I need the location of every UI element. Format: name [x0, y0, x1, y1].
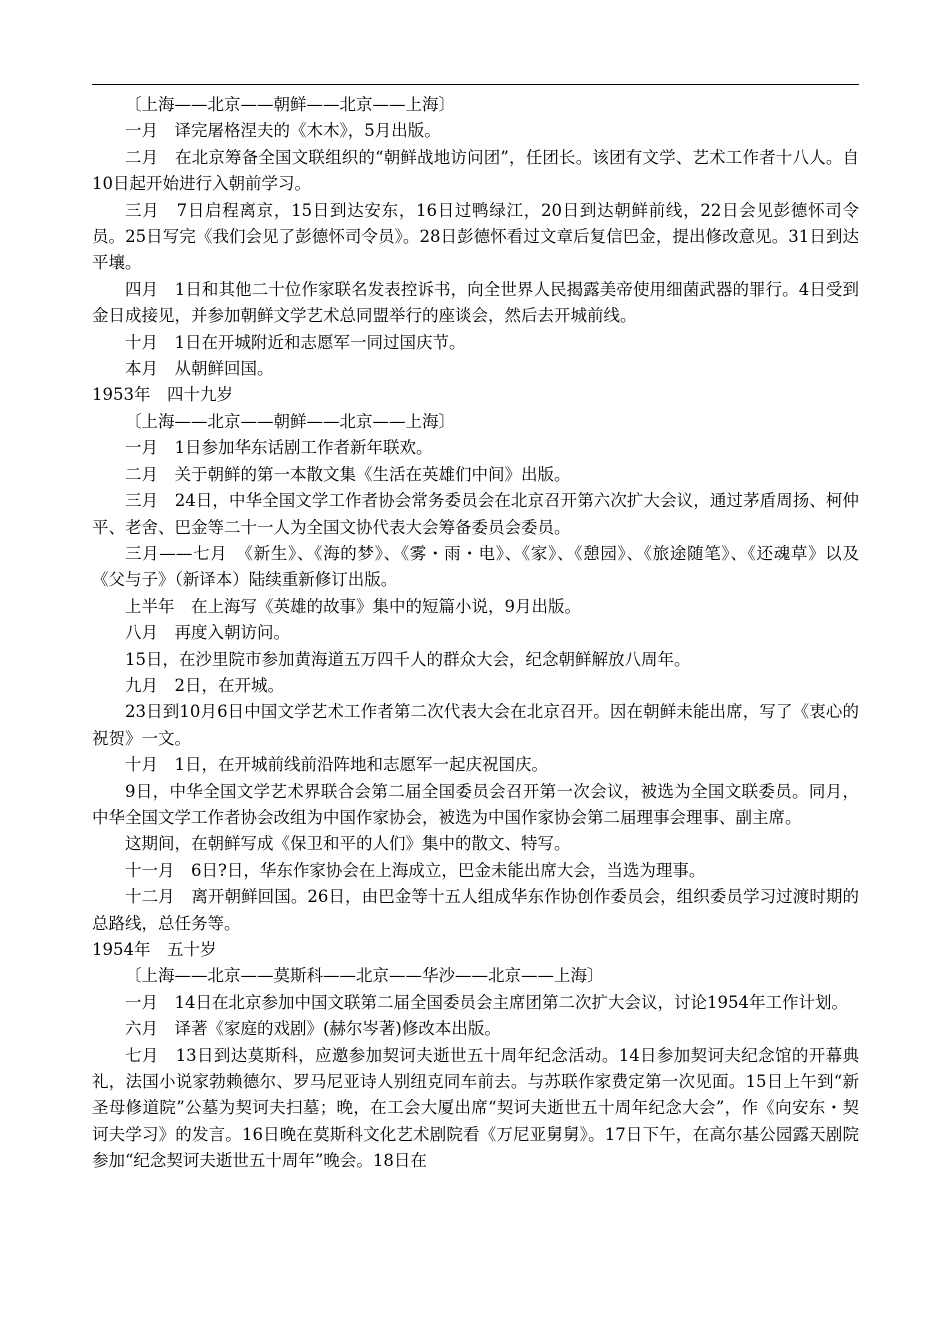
chronology-paragraph: 二月 在北京筹备全国文联组织的“朝鲜战地访问团”，任团长。该团有文学、艺术工作者十八人。自10日起开始进行入朝前学习。: [92, 147, 859, 194]
chronology-paragraph: 十月 1日，在开城前线前沿阵地和志愿军一起庆祝国庆。: [125, 755, 548, 775]
year-heading: 1953年 四十九岁: [92, 385, 233, 405]
chronology-paragraph: 一月 译完屠格涅夫的《木木》，5月出版。: [125, 121, 441, 141]
chronology-paragraph: 四月 1日和其他二十位作家联名发表控诉书，向全世界人民揭露美帝使用细菌武器的罪行。4日受到金日成接见，并参加朝鲜文学艺术总同盟举行的座谈会，然后去开城前线。: [92, 279, 859, 326]
chronology-paragraph: 本月 从朝鲜回国。: [125, 359, 274, 379]
chronology-paragraph: 十二月 离开朝鲜回国。26日，由巴金等十五人组成华东作协创作委员会，组织委员学习过渡时期的总路线，总任务等。: [92, 887, 859, 933]
chronology-paragraph: 九月 2日，在开城。: [125, 675, 284, 695]
chronology-paragraph: 三月 24日，中华全国文学工作者协会常务委员会在北京召开第六次扩大会议，通过茅盾周扬、柯仲平、老舍、巴金等二十一人为全国文协代表大会筹备委员会委员。: [92, 491, 859, 537]
chronology-paragraph: 八月 再度入朝访问。: [125, 623, 290, 643]
chronology-paragraph: 六月 译著《家庭的戏剧》(赫尔岑著)修改本出版。: [125, 1019, 501, 1039]
document-body: [92, 92, 859, 1175]
chronology-paragraph: 一月 14日在北京参加中国文联第二届全国委员会主席团第二次扩大会议，讨论1954年工作计划。: [125, 992, 848, 1012]
chronology-paragraph: 三月 7日启程离京，15日到达安东，16日过鸭绿江，20日到达朝鲜前线，22日会见彭德怀司令员。25日写完《我们会见了彭德怀司令员》。28日彭德怀看过文章后复信巴金，提出修改意见。31日到达平壤。: [92, 200, 859, 273]
chronology-paragraph: 15日，在沙里院市参加黄海道五万四千人的群众大会，纪念朝鲜解放八周年。: [125, 649, 691, 669]
chronology-paragraph: 这期间，在朝鲜写成《保卫和平的人们》集中的散文、特写。: [125, 834, 571, 854]
chronology-paragraph: 十一月 6日?日，华东作家协会在上海成立，巴金未能出席大会，当选为理事。: [125, 860, 706, 880]
chronology-paragraph: 23日到10月6日中国文学艺术工作者第二次代表大会在北京召开。因在朝鲜未能出席，写了《衷心的祝贺》一文。: [92, 702, 859, 748]
year-heading: 1954年 五十岁: [92, 940, 217, 959]
header-rule: [92, 84, 859, 85]
chronology-paragraph: 〔上海——北京——莫斯科——北京——华沙——北京——上海〕: [125, 966, 604, 986]
chronology-paragraph: 9日，中华全国文学艺术界联合会第二届全国委员会召开第一次会议，被选为全国文联委员。同月，中华全国文学工作者协会改组为中国作家协会，被选为中国作家协会第二届理事会理事、副主席。: [92, 781, 859, 827]
chronology-paragraph: 〔上海——北京——朝鲜——北京——上海〕: [125, 95, 455, 114]
chronology-paragraph: 三月——七月 《新生》、《海的梦》、《雾・雨・电》、《家》、《憩园》、《旅途随笔》、《还魂草》以及《父与子》（新译本）陆续重新修订出版。: [92, 543, 859, 590]
chronology-paragraph: 〔上海——北京——朝鲜——北京——上海〕: [125, 411, 455, 431]
chronology-paragraph: 十月 1日在开城附近和志愿军一同过国庆节。: [125, 332, 466, 352]
chronology-paragraph: 七月 13日到达莫斯科，应邀参加契诃夫逝世五十周年纪念活动。14日参加契诃夫纪念馆的开幕典礼，法国小说家勃赖德尔、罗马尼亚诗人别纽克同车前去。与苏联作家费定第一次见面。15日上午到“新圣母修道院”公墓为契诃夫扫墓；晚，在工会大厦出席“契诃夫逝世五十周年纪念大会”，作《向安东・契诃夫学习》的发言。16日晚在莫斯科文化艺术剧院看《万尼亚舅舅》。17日下午，在高尔基公园露天剧院参加“纪念契诃夫逝世五十周年”晚会。18日在: [92, 1045, 859, 1171]
chronology-paragraph: 一月 1日参加华东话剧工作者新年联欢。: [125, 438, 433, 458]
chronology-paragraph: 上半年 在上海写《英雄的故事》集中的短篇小说，9月出版。: [125, 596, 581, 616]
chronology-paragraph: 二月 关于朝鲜的第一本散文集《生活在英雄们中间》出版。: [125, 464, 571, 484]
